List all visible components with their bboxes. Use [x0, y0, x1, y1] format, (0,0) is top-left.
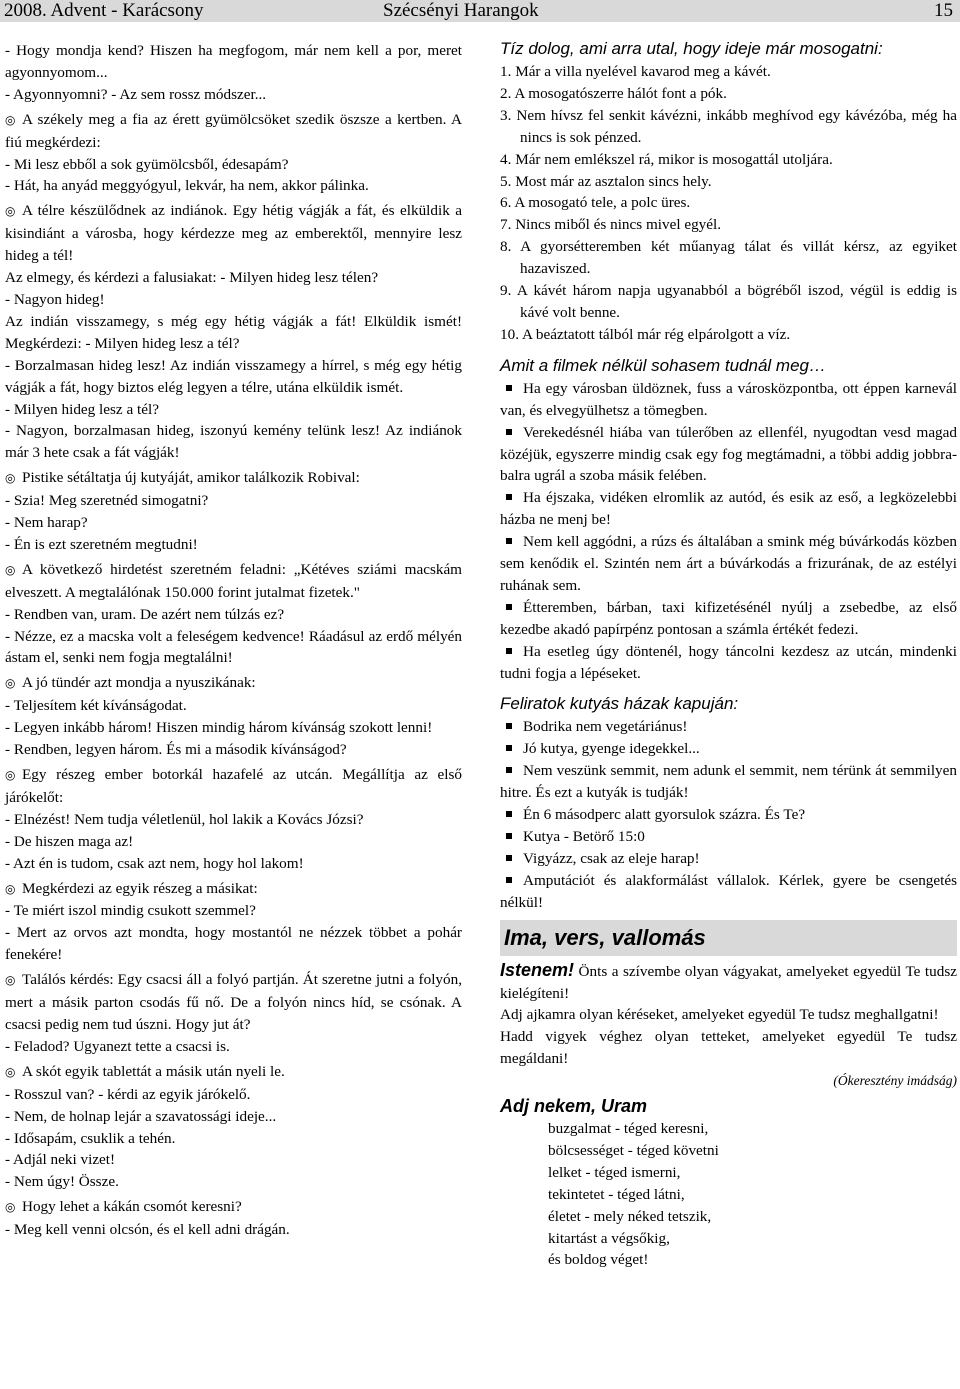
section-title-movies: Amit a filmek nélkül sohasem tudnál meg…	[500, 355, 826, 375]
movies-list-item	[500, 531, 957, 597]
list-item-text: Én 6 másodperc alatt gyorsulok százra. És Te?	[523, 806, 806, 824]
joke-text: Pistike sétáltatja új kutyáját, amikor találkozik Robival:	[22, 469, 360, 487]
prayer-source: (Ókeresztény imádság)	[833, 1073, 957, 1089]
joke-line: - Nem harap?	[5, 514, 88, 532]
joke-text: A következő hirdetést szeretném feladni: „Kétéves sziámi macskám elveszett. A megtalálónak 150.000 forint jutalmat fizetek."	[5, 560, 462, 601]
joke-first-line	[5, 969, 462, 1036]
square-bullet-icon	[506, 877, 512, 883]
joke-line: - Nézze, ez a macska volt a feleségem kedvence! Ráadásul az erdő mélyén ástam el, senki nem fogja megtalálni!	[5, 627, 462, 667]
square-bullet-icon	[506, 767, 512, 773]
square-bullet-icon	[506, 648, 512, 654]
bullseye-icon: ◎	[5, 973, 16, 988]
dog-sign-item	[500, 716, 957, 738]
dishes-list-item: 9. A kávét három napja ugyanabból a bögréből iszod, végül is eddig is kávé volt benne.	[500, 282, 957, 321]
dog-signs-list	[500, 716, 957, 913]
joke-text: A jó tündér azt mondja a nyuszikának:	[22, 674, 256, 692]
square-bullet-icon	[506, 723, 512, 729]
section-banner: Ima, vers, vallomás	[500, 920, 957, 956]
intro-line: - Hogy mondja kend? Hiszen ha megfogom, már nem kell a por, meret agyonnyomom...	[5, 42, 462, 81]
square-bullet-icon	[506, 538, 512, 544]
poem-line: bölcsességet - téged követni	[548, 1141, 719, 1159]
movies-list-item	[500, 597, 957, 641]
poem-title: Adj nekem, Uram	[500, 1096, 648, 1117]
joke-line: - De hiszen maga az!	[5, 832, 134, 850]
joke-line: - Feladod? Ugyanezt tette a csacsi is.	[5, 1037, 230, 1055]
square-bullet-icon	[506, 745, 512, 751]
joke-line: - Legyen inkább három! Hiszen mindig három kívánság szokott lenni!	[5, 719, 433, 737]
joke-line: - Meg kell venni olcsón, és el kell adni drágán.	[5, 1221, 290, 1239]
list-item-text: Nem veszünk semmit, nem adunk el semmit, nem térünk át semmilyen hitre. És ezt a kutyák is tudják!	[500, 762, 957, 802]
list-item-text: Ha esetleg úgy döntenél, hogy táncolni kezdesz az utcán, mindenki tudni fogja a lépéseket.	[500, 642, 957, 682]
list-item-text: Étteremben, bárban, taxi kifizetésénél nyúlj a zsebedbe, az első kezedbe akadó papírpénz pontosan a számla értékét fedezi.	[500, 598, 957, 638]
joke-first-line	[5, 1196, 462, 1219]
prayer-heading: Istenem!	[500, 959, 575, 980]
dog-sign-item	[500, 870, 957, 914]
header-publication: Szécsényi Harangok	[383, 0, 539, 21]
dishes-list-item: 3. Nem hívsz fel senkit kávézni, inkább meghívod egy kávézóba, még ha nincs is sok pénzed.	[500, 106, 957, 146]
movies-list-item	[500, 422, 957, 488]
joke-line: - Rosszul van? - kérdi az egyik járókelő.	[5, 1085, 251, 1103]
header-left-title: 2008. Advent - Karácsony	[4, 0, 204, 21]
joke-first-line	[5, 1061, 462, 1084]
joke-line: - Mi lesz ebből a sok gyümölcsből, édesapám?	[5, 155, 289, 173]
joke-line: - Mert az orvos azt mondta, hogy mostantól ne nézzek többet a pohár fenekére!	[5, 924, 462, 964]
movies-list-item	[500, 641, 957, 685]
joke-text: A székely meg a fia az érett gyümölcsöket szedik öszsze a kertben. A fiú megkérdezi:	[5, 110, 462, 151]
joke-line: - Azt én is tudom, csak azt nem, hogy hol lakom!	[5, 854, 304, 872]
joke-line: - Borzalmasan hideg lesz! Az indián visszamegy a hírrel, s még egy hétig vágják a fát, hogy biztos elég legyen a télre, utána elküldik ismét.	[5, 356, 462, 396]
poem-line: lelket - téged ismerni,	[548, 1163, 681, 1181]
joke-line: - Rendben van, uram. De azért nem túlzás ez?	[5, 605, 285, 623]
intro-line: - Agyonnyomni? - Az sem rossz módszer...	[5, 85, 267, 103]
joke-block	[5, 878, 462, 967]
prayer-line: Adj ajkamra olyan kéréseket, amelyeket egyedül Te tudsz meghallgatni!	[500, 1006, 939, 1024]
dishes-list-item: 5. Most már az asztalon sincs hely.	[500, 172, 712, 190]
joke-first-line	[5, 109, 462, 154]
joke-line: - Adjál neki vizet!	[5, 1151, 116, 1169]
joke-block	[5, 559, 462, 670]
list-item-text: Verekedésnél hiába van túlerőben az ellenfél, nyugodtan vesd magad közéjük, egyszerre mindig csak egy fog megtámadni, a többi addig jobbra-balra ugrál a szoba másik felében.	[500, 423, 957, 485]
list-item-text: Bodrika nem vegetáriánus!	[523, 718, 688, 736]
bullseye-icon: ◎	[5, 1064, 16, 1079]
bullseye-icon: ◎	[5, 1200, 16, 1215]
joke-first-line	[5, 200, 462, 267]
joke-first-line	[5, 878, 462, 901]
dog-sign-item	[500, 804, 957, 826]
joke-line: - Nagyon, borzalmasan hideg, iszonyú kemény telünk lesz! Az indiánok már 3 hete csak a fát vágják!	[5, 422, 462, 462]
joke-first-line	[5, 672, 462, 695]
page-header	[0, 0, 960, 22]
list-item-text: Amputációt és alakformálást vállalok. Kérlek, gyere be csengetés nélkül!	[500, 871, 957, 911]
dishes-list-item: 10. A beáztatott tálból már rég elpárolgott a víz.	[500, 325, 791, 343]
joke-line: - Nagyon hideg!	[5, 290, 105, 308]
square-bullet-icon	[506, 385, 512, 391]
joke-line: Az indián visszamegy, s még egy hétig vágják a fát! Elküldik ismét! Megkérdezi: - Milyen hideg lesz a tél?	[5, 312, 462, 352]
prayer-first-line: Önts a szívembe olyan vágyakat, amelyeket egyedül Te tudsz kielégíteni!	[500, 962, 957, 1002]
bullseye-icon: ◎	[5, 112, 16, 127]
joke-line: - Teljesítem két kívánságodat.	[5, 697, 187, 715]
jokes-list	[5, 109, 462, 1241]
poem-line: kitartást a végsőkig,	[548, 1229, 670, 1247]
dishes-list-item: 7. Nincs miből és nincs mivel egyél.	[500, 216, 722, 234]
joke-line: - Te miért iszol mindig csukott szemmel?	[5, 902, 256, 920]
list-item-text: Nem kell aggódni, a rúzs és általában a smink még búvárkodás közben sem kenődik el. Szintén nem árt a búvárkodás a frizurának, de az estélyi ruhának sem.	[500, 533, 957, 594]
poem-line: buzgalmat - téged keresni,	[548, 1119, 709, 1137]
joke-line: - Rendben, legyen három. És mi a második kívánságod?	[5, 741, 347, 759]
dishes-list-item: 4. Már nem emlékszel rá, mikor is mosogattál utoljára.	[500, 150, 833, 168]
joke-line: - Szia! Meg szeretnéd simogatni?	[5, 492, 209, 510]
dog-sign-item	[500, 848, 957, 870]
list-item-text: Jó kutya, gyenge idegekkel...	[523, 740, 700, 758]
bullseye-icon: ◎	[5, 204, 16, 219]
prayer	[500, 960, 957, 1092]
joke-first-line	[5, 764, 462, 809]
left-column	[5, 40, 462, 1241]
square-bullet-icon	[506, 494, 512, 500]
joke-line: - Én is ezt szeretném megtudni!	[5, 535, 198, 553]
bullseye-icon: ◎	[5, 768, 16, 782]
joke-block	[5, 1196, 462, 1241]
joke-first-line	[5, 559, 462, 604]
joke-text: Megkérdezi az egyik részeg a másikat:	[22, 879, 258, 897]
dishes-list-item: 8. A gyorsétteremben két műanyag tálat és villát kérsz, az egyiket hazaviszed.	[500, 238, 957, 278]
dishes-list-item: 6. A mosogató tele, a polc üres.	[500, 194, 691, 212]
poem-line: életet - mely néked tetszik,	[548, 1207, 712, 1225]
joke-text: A télre készülődnek az indiánok. Egy hétig vágják a fát, és elküldik a kisindiánt a városba, hogy kérdezze meg az emberektől, mennyire lesz hideg a tél!	[5, 202, 462, 265]
list-item-text: Kutya - Betörő 15:0	[523, 828, 645, 845]
list-item-text: Ha egy városban üldöznek, fuss a városközpontba, ott éppen karnevál van, és elvegyülhetsz a tömegben.	[500, 379, 957, 419]
joke-text: Hogy lehet a kákán csomót keresni?	[22, 1198, 242, 1216]
joke-block	[5, 672, 462, 761]
joke-text: A skót egyik tablettát a másik után nyeli le.	[22, 1062, 285, 1080]
bullseye-icon: ◎	[5, 471, 16, 486]
movies-list-item	[500, 378, 957, 422]
list-item-text: Ha éjszaka, vidéken elromlik az autód, és esik az eső, a legközelebbi házba ne menj be!	[500, 489, 957, 529]
page-number: 15	[934, 0, 953, 21]
section-title-dog-signs: Feliratok kutyás házak kapuján:	[500, 694, 739, 714]
dishes-list-item: 2. A mosogatószerre hálót font a pók.	[500, 84, 727, 102]
joke-line: Az elmegy, és kérdezi a falusiakat: - Milyen hideg lesz télen?	[5, 269, 379, 287]
prayer-line: Hadd vigyek véghez olyan tetteket, amelyeket egyedül Te tudsz megáldani!	[500, 1028, 957, 1068]
joke-line: - Idősapám, csuklik a tehén.	[5, 1129, 176, 1147]
poem-line: és boldog véget!	[548, 1251, 649, 1269]
bullseye-icon: ◎	[5, 562, 16, 577]
poem-body	[548, 1118, 957, 1271]
dishes-list	[500, 61, 957, 346]
square-bullet-icon	[506, 855, 512, 861]
dog-sign-item	[500, 738, 957, 760]
joke-block	[5, 1061, 462, 1193]
joke-block	[5, 109, 462, 198]
square-bullet-icon	[506, 429, 512, 435]
dishes-list-item: 1. Már a villa nyelével kavarod meg a kávét.	[500, 63, 771, 80]
dog-sign-item	[500, 826, 957, 848]
movies-list	[500, 378, 957, 685]
joke-line: - Hát, ha anyád meggyógyul, lekvár, ha nem, akkor pálinka.	[5, 177, 369, 195]
joke-block	[5, 467, 462, 556]
joke-block	[5, 200, 462, 464]
movies-list-item	[500, 487, 957, 531]
section-title-dishes: Tíz dolog, ami arra utal, hogy ideje már mosogatni:	[500, 39, 883, 58]
square-bullet-icon	[506, 811, 512, 817]
bullseye-icon: ◎	[5, 881, 16, 896]
joke-line: - Nem, de holnap lejár a szavatossági ideje...	[5, 1107, 277, 1125]
joke-block	[5, 969, 462, 1058]
square-bullet-icon	[506, 604, 512, 610]
joke-line: - Nem úgy! Össze.	[5, 1173, 119, 1191]
joke-text: Egy részeg ember botorkál hazafelé az utcán. Megállítja az első járókelőt:	[5, 766, 462, 806]
joke-first-line	[5, 467, 462, 490]
joke-line: - Milyen hideg lesz a tél?	[5, 400, 159, 418]
square-bullet-icon	[506, 833, 512, 839]
list-item-text: Vigyázz, csak az eleje harap!	[523, 849, 700, 867]
joke-text: Találós kérdés: Egy csacsi áll a folyó partján. Át szeretne jutni a folyón, mert a másik parton csodás fű nő. De a folyón nincs híd, se csónak. A csacsi pedig nem tud úszni. Hogy jut át?	[5, 971, 462, 1033]
dog-sign-item	[500, 760, 957, 804]
joke-line: - Elnézést! Nem tudja véletlenül, hol lakik a Kovács Józsi?	[5, 810, 364, 828]
bullseye-icon: ◎	[5, 676, 16, 691]
joke-block	[5, 764, 462, 875]
poem-line: tekintetet - téged látni,	[548, 1185, 685, 1203]
right-column	[500, 40, 957, 1271]
